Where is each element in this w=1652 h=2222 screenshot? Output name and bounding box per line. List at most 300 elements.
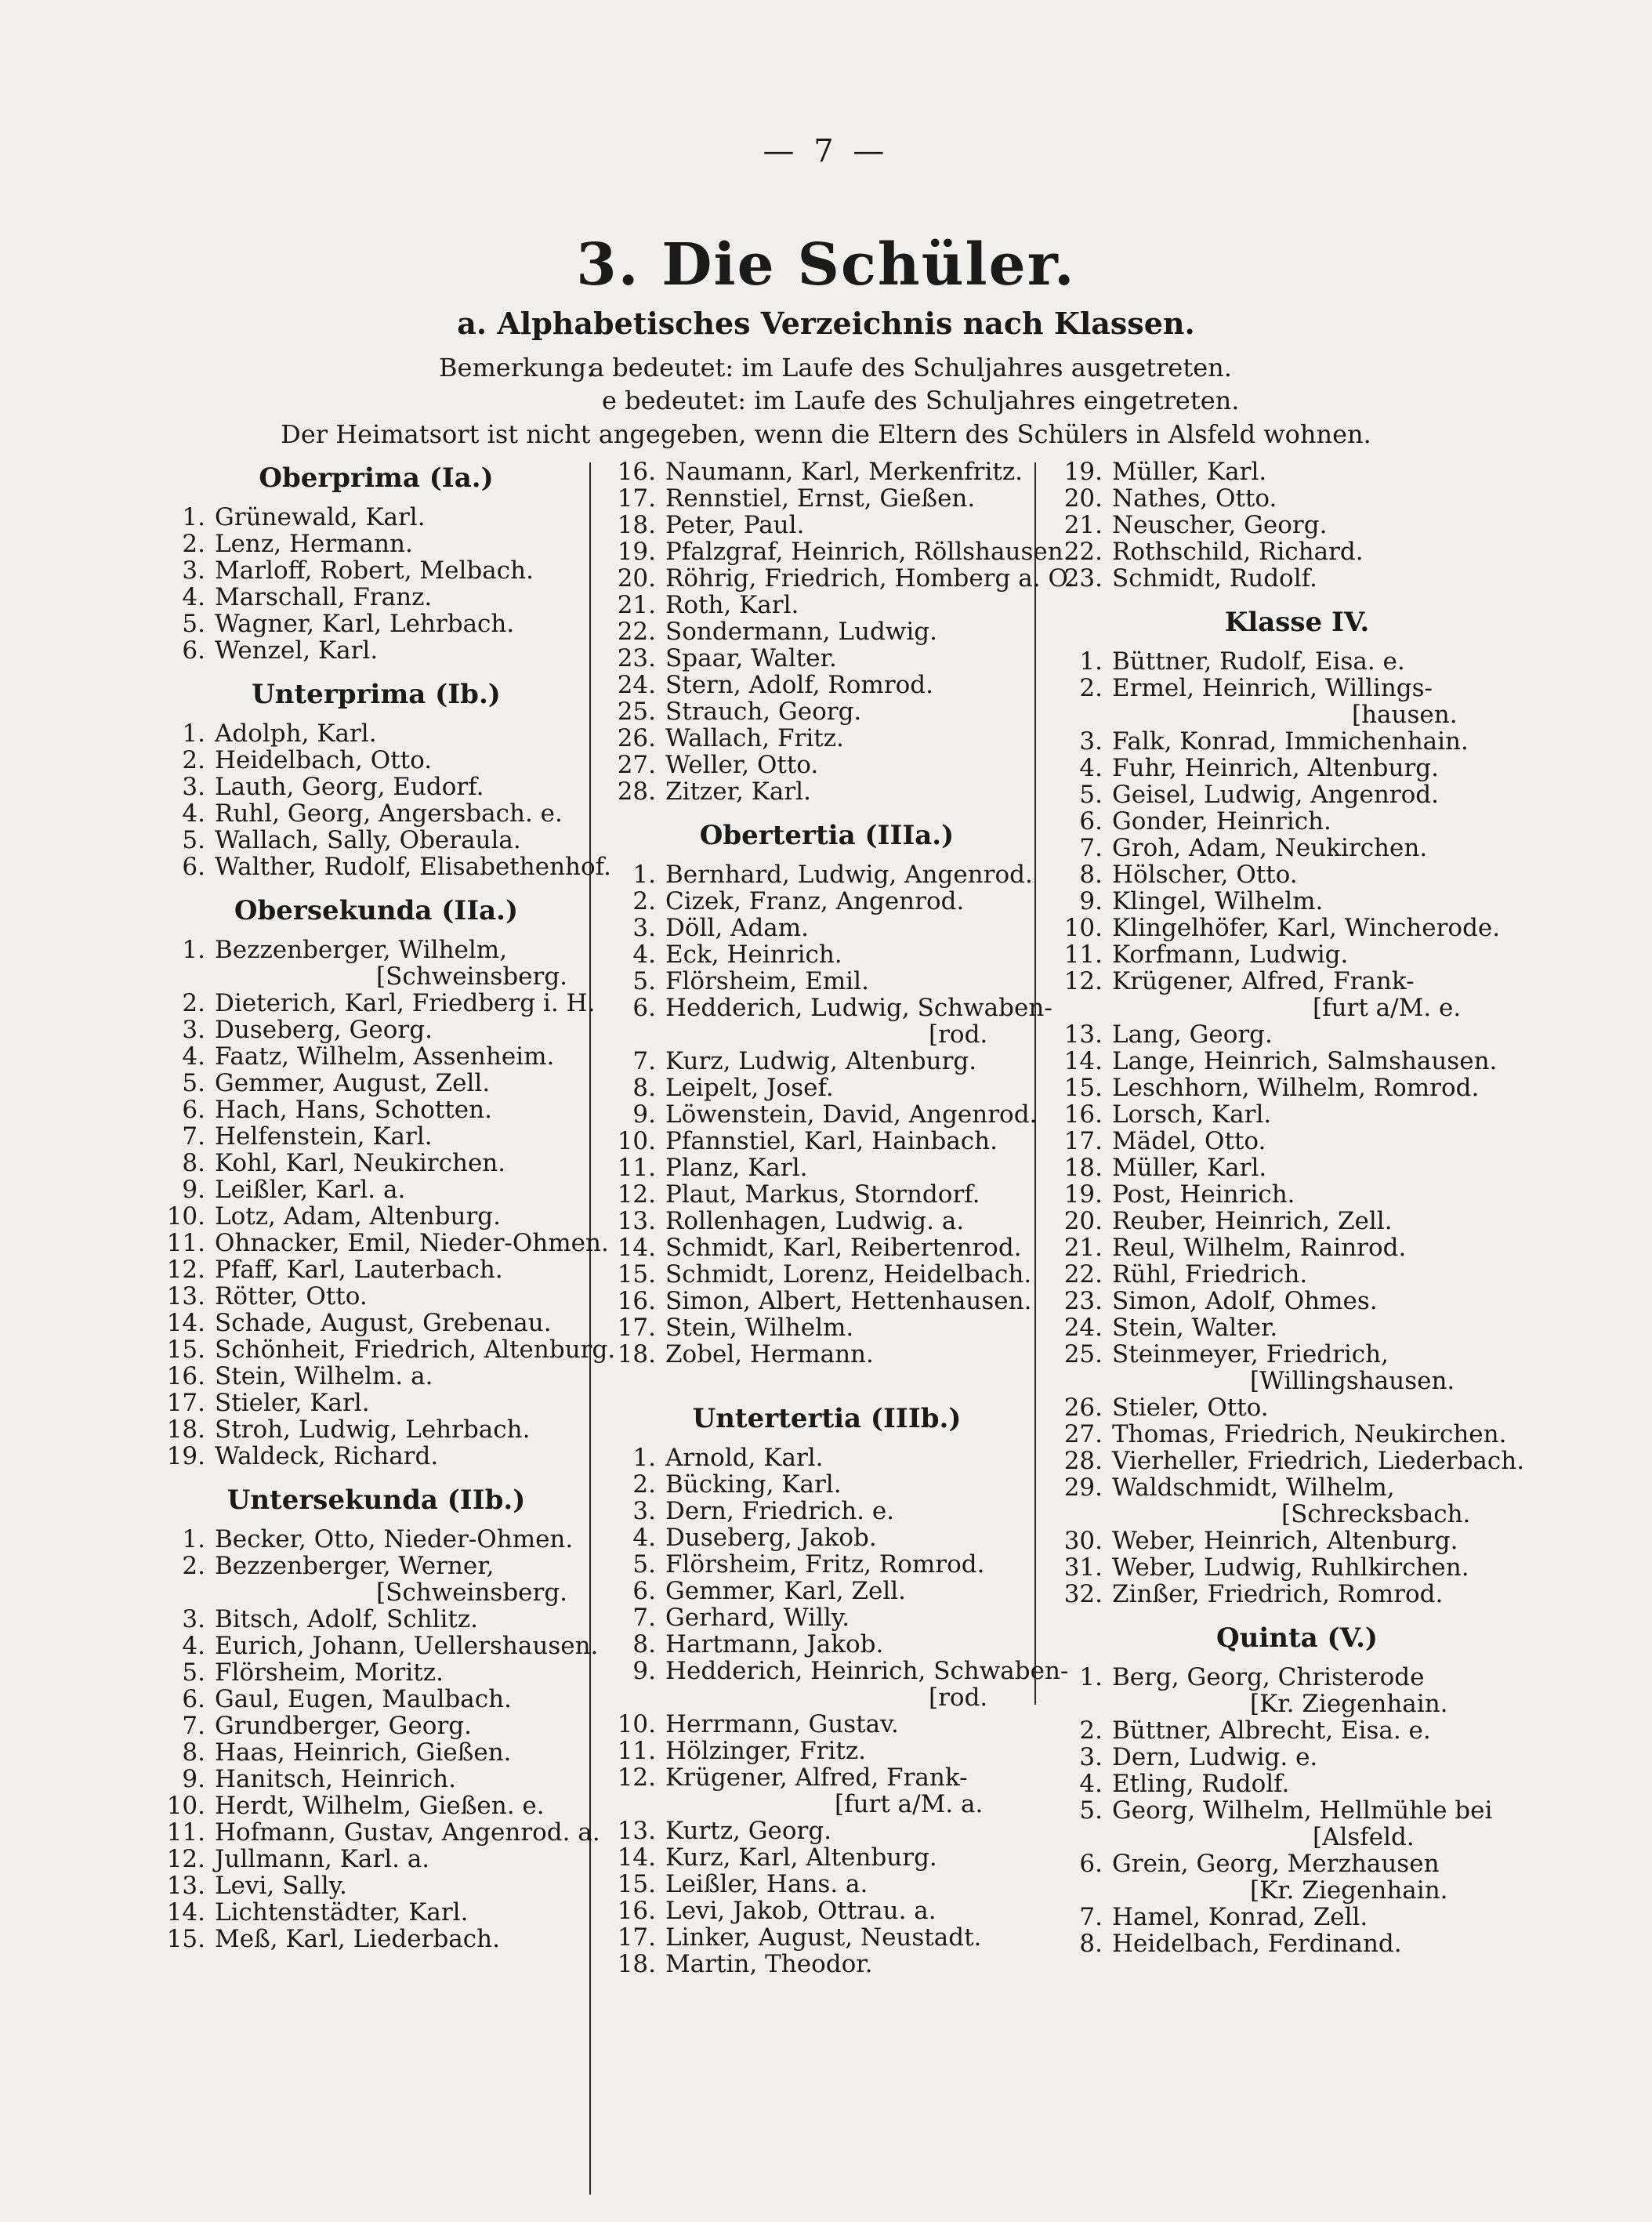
list-item: 12. Krügener, Alfred, Frank- [617,1763,968,1792]
entry-number: 28. [617,778,656,806]
list-item: 1. Berg, Georg, Christerode [1079,1663,1425,1691]
entry-text: Planz, Karl. [665,1154,808,1182]
entry-number: 4. [182,583,205,611]
list-item [165,1713,588,1739]
entry-number: 17. [1063,1127,1103,1155]
entry-text: Grein, Georg, Merzhausen [1112,1850,1440,1878]
entry-text: Lorsch, Karl. [1112,1100,1272,1129]
entry-number: 15. [166,1336,205,1364]
list-item [615,1341,1038,1368]
entry-number: 7. [1079,1903,1103,1931]
entry-text: Jullmann, Karl. a. [215,1845,430,1873]
entry-number: 20. [1063,1207,1103,1235]
entry-number: 20. [617,564,656,593]
entry-number: 1. [632,861,656,889]
list-item [615,1524,1038,1551]
list-item [1062,1930,1532,1957]
entry-text: Kurz, Karl, Altenburg. [665,1843,937,1872]
entry-text: Gonder, Heinrich. [1112,807,1331,836]
section-heading: Untersekunda (IIb.) [226,1484,526,1516]
list-item-continuation: [Schweinsberg. [376,1579,568,1607]
entry-number: 3. [1079,1743,1103,1771]
entry-number: 14. [166,1898,205,1927]
entry-text: Döll, Adam. [665,914,810,942]
entry-number: 30. [1063,1527,1103,1555]
entry-number: 17. [617,484,656,513]
entry-number: 19. [1063,458,1103,486]
list-item [165,747,588,774]
list-item [615,1498,1038,1524]
entry-number: 13. [166,1872,205,1900]
entry-text: Hartmann, Jakob. [665,1630,884,1658]
list-item: 6. Hedderich, Ludwig, Schwaben- [632,994,1052,1022]
list-item [165,989,596,1017]
section-heading: Obersekunda (IIa.) [234,895,519,926]
entry-text: Grundberger, Georg. [215,1712,472,1740]
entry-text: Reul, Wilhelm, Rainrod. [1112,1234,1407,1262]
entry-number: 6. [632,1577,656,1605]
entry-text: Steinmeyer, Friedrich, [1112,1340,1389,1368]
entry-text: Walther, Rudolf, Elisabethenhof. [215,853,611,881]
entry-text: Geisel, Ludwig, Angenrod. [1112,781,1439,809]
page-number: — 7 — [763,133,889,169]
entry-number: 5. [182,1069,205,1097]
entry-text: Lange, Heinrich, Salmshausen. [1112,1047,1498,1075]
entry-number: 5. [1079,781,1103,809]
entry-text: Meß, Karl, Liederbach. [215,1925,500,1953]
entry-text: Spaar, Walter. [665,644,837,672]
entry-text: Gerhard, Willy. [665,1604,850,1632]
list-item [615,512,1038,538]
entry-text: Rollenhagen, Ludwig. a. [665,1207,965,1235]
entry-text: Klingel, Wilhelm. [1112,887,1324,915]
entry-number: 13. [617,1817,656,1845]
entry-text: Bezzenberger, Wilhelm, [215,936,508,964]
entry-text: Etling, Rudolf. [1112,1770,1290,1798]
entry-text: Nathes, Otto. [1112,484,1277,513]
list-item [1062,1154,1532,1181]
list-item [165,584,588,611]
entry-number: 9. [182,1176,205,1204]
list-item [615,645,1038,672]
entry-number: 3. [182,773,205,801]
entry-number: 2. [632,887,656,915]
entry-number: 10. [617,1710,656,1738]
list-item [615,725,1038,752]
entry-number: 5. [182,1658,205,1687]
list-item [615,1075,1038,1101]
entry-text: Lang, Georg. [1112,1020,1273,1049]
entry-text: Bücking, Karl. [665,1470,842,1499]
entry-text: Lichtenstädter, Karl. [215,1898,469,1927]
list-item [615,1631,1038,1658]
entry-number: 14. [1063,1047,1103,1075]
list-item [615,778,1038,805]
remark-text-2: e bedeutet: im Laufe des Schuljahres eingetreten. [602,386,1240,415]
list-item [165,1123,588,1150]
section-heading: Klasse IV. [1224,607,1370,638]
entry-text: Simon, Adolf, Ohmes. [1112,1287,1378,1315]
entry-number: 11. [166,1229,205,1257]
entry-number: 7. [632,1047,656,1075]
entry-text: Grünewald, Karl. [215,503,426,531]
entry-text: Pfaff, Karl, Lauterbach. [215,1256,503,1284]
column-2 [615,458,1074,1978]
list-item [615,1208,1038,1234]
entry-text: Hölscher, Otto. [1112,861,1298,889]
entry-number: 3. [1079,727,1103,756]
entry-text: Bitsch, Adolf, Schlitz. [215,1605,479,1633]
entry-text: Plaut, Markus, Storndorf. [665,1180,980,1209]
list-item [615,1048,1038,1075]
list-item [615,672,1038,698]
entry-text: Wallach, Fritz. [665,724,844,752]
list-item [1062,1581,1532,1608]
entry-number: 3. [182,1016,205,1044]
entry-text: Reuber, Heinrich, Zell. [1112,1207,1393,1235]
entry-number: 27. [617,751,656,779]
entry-number: 13. [617,1207,656,1235]
entry-text: Ohnacker, Emil, Nieder-Ohmen. [215,1229,609,1257]
entry-text: Hedderich, Heinrich, Schwaben- [665,1657,1069,1685]
entry-number: 4. [1079,754,1103,782]
entry-number: 3. [182,556,205,585]
list-item [615,752,1038,778]
list-item [615,941,1038,968]
entry-text: Hofmann, Gustav, Angenrod. a. [215,1818,600,1847]
entry-number: 2. [182,989,205,1017]
entry-number: 23. [1063,564,1103,593]
entry-number: 27. [1063,1420,1103,1448]
entry-number: 4. [182,1042,205,1071]
list-item [165,1632,599,1660]
entry-number: 8. [632,1630,656,1658]
list-item: 2. Bezzenberger, Werner, [182,1552,495,1580]
list-item [165,1872,588,1899]
entry-text: Kurtz, Georg. [665,1817,832,1845]
entry-number: 7. [632,1604,656,1632]
entry-number: 7. [182,1122,205,1151]
entry-text: Schmidt, Rudolf. [1112,564,1317,593]
list-item [165,1416,588,1443]
entry-text: Schmidt, Lorenz, Heidelbach. [665,1260,1032,1289]
list-item [615,698,1038,725]
entry-text: Heidelbach, Otto. [215,746,433,774]
list-item [615,1871,1038,1898]
entry-text: Heidelbach, Ferdinand. [1112,1930,1402,1958]
entry-number: 3. [632,1497,656,1525]
list-item [615,564,1074,593]
entry-text: Martin, Theodor. [665,1950,873,1978]
list-item [165,1043,588,1070]
entry-text: Marloff, Robert, Melbach. [215,556,534,585]
list-item [1062,1288,1532,1314]
list-item [615,592,1038,618]
list-item-continuation: [Schweinsberg. [376,962,568,991]
entry-number: 2. [182,530,205,558]
entry-number: 2. [1079,1716,1103,1745]
entry-text: Falk, Konrad, Immichenhain. [1112,727,1469,756]
entry-number: 7. [182,1712,205,1740]
entry-text: Wenzel, Karl. [215,636,379,665]
entry-number: 19. [1063,1180,1103,1209]
list-item [165,720,588,747]
entry-text: Hamel, Konrad, Zell. [1112,1903,1368,1931]
list-item [1062,808,1532,835]
entry-text: Linker, August, Neustadt. [665,1923,982,1952]
section-heading: Obertertia (IIIa.) [699,820,955,851]
entry-text: Müller, Karl. [1112,458,1267,486]
list-item [165,1659,588,1686]
list-item [165,774,588,800]
list-item [165,1070,588,1097]
list-item [1062,459,1532,485]
list-item [165,1606,588,1633]
entry-number: 26. [1063,1394,1103,1422]
list-item [165,1150,588,1176]
entry-number: 2. [182,746,205,774]
section-heading: Oberprima (Ia.) [259,462,494,494]
entry-number: 5. [182,826,205,854]
entry-number: 15. [166,1925,205,1953]
list-item-continuation: [Schrecksbach. [1281,1500,1471,1528]
entry-number: 15. [617,1870,656,1898]
entry-number: 23. [1063,1287,1103,1315]
list-item [615,1711,1038,1738]
entry-number: 10. [166,1202,205,1231]
entry-text: Herdt, Wilhelm, Gießen. e. [215,1792,545,1820]
list-item [1062,648,1532,675]
entry-text: Faatz, Wilhelm, Assenheim. [215,1042,555,1071]
entry-number: 8. [182,1738,205,1767]
entry-text: Stein, Walter. [1112,1314,1278,1342]
section-heading: Untertertia (IIIb.) [692,1403,962,1434]
list-item [165,1310,588,1336]
entry-number: 6. [182,1685,205,1713]
entry-text: Naumann, Karl, Merkenfritz. [665,458,1023,486]
entry-number: 4. [182,1632,205,1660]
entry-text: Wagner, Karl, Lehrbach. [215,610,515,638]
entry-number: 31. [1063,1553,1103,1582]
list-item [615,1288,1038,1314]
list-item [1062,755,1532,781]
entry-number: 1. [182,720,205,748]
list-item [1062,1181,1532,1208]
entry-text: Waldschmidt, Wilhelm, [1112,1473,1395,1502]
entry-text: Gaul, Eugen, Maulbach. [215,1685,512,1713]
entry-text: Röhrig, Friedrich, Homberg a. O. [665,564,1074,593]
entry-number: 11. [166,1818,205,1847]
entry-text: Leschhorn, Wilhelm, Romrod. [1112,1074,1480,1102]
list-item: 25. Steinmeyer, Friedrich, [1063,1340,1389,1368]
entry-number: 4. [632,941,656,969]
entry-text: Becker, Otto, Nieder-Ohmen. [215,1525,574,1553]
list-item [615,1314,1038,1341]
entry-text: Gemmer, August, Zell. [215,1069,491,1097]
list-item [1062,728,1532,755]
list-item [165,1336,616,1364]
list-item [615,968,1038,995]
entry-number: 3. [632,914,656,942]
entry-number: 24. [617,671,656,699]
entry-text: Roth, Karl. [665,591,799,619]
entry-text: Flörsheim, Emil. [665,967,869,995]
entry-text: Simon, Albert, Hettenhausen. [665,1287,1032,1315]
entry-number: 4. [1079,1770,1103,1798]
entry-text: Ruhl, Georg, Angersbach. e. [215,799,563,828]
entry-text: Strauch, Georg. [665,698,862,726]
list-item [165,1846,588,1872]
entry-text: Duseberg, Jakob. [665,1524,877,1552]
entry-number: 8. [632,1074,656,1102]
entry-text: Arnold, Karl. [665,1444,824,1472]
list-item [615,1898,1038,1924]
entry-text: Pfalzgraf, Heinrich, Röllshausen. [665,538,1071,566]
entry-text: Levi, Sally. [215,1872,347,1900]
entry-number: 8. [1079,861,1103,889]
entry-text: Rühl, Friedrich. [1112,1260,1308,1289]
list-item [165,611,588,637]
entry-text: Post, Heinrich. [1112,1180,1295,1209]
entry-text: Dern, Friedrich. e. [665,1497,895,1525]
entry-number: 19. [617,538,656,566]
entry-text: Rennstiel, Ernst, Gießen. [665,484,976,513]
list-item [1062,1554,1532,1581]
list-item [165,1363,588,1390]
list-item [615,485,1038,512]
entry-text: Peter, Paul. [665,511,805,539]
list-item [615,1471,1038,1498]
entry-number: 17. [617,1923,656,1952]
list-item: 6. Grein, Georg, Merzhausen [1079,1850,1440,1878]
entry-text: Groh, Adam, Neukirchen. [1112,834,1428,862]
list-item-continuation: [Kr. Ziegenhain. [1250,1876,1448,1905]
entry-text: Leipelt, Josef. [665,1074,834,1102]
entry-number: 5. [632,967,656,995]
remark-line-2 [439,386,1536,415]
list-item [165,1766,588,1792]
list-item [165,531,588,557]
entry-text: Stein, Wilhelm. [665,1314,854,1342]
page-title: 3. Die Schüler. [576,231,1076,299]
list-item-continuation: [rod. [929,1684,988,1712]
entry-number: 4. [632,1524,656,1552]
list-item [615,459,1038,485]
list-item [615,1844,1038,1871]
entry-number: 3. [182,1605,205,1633]
entry-number: 14. [617,1843,656,1872]
list-item [615,1181,1038,1208]
list-item [165,637,588,664]
entry-number: 12. [617,1180,656,1209]
entry-number: 12. [166,1845,205,1873]
list-item [165,1686,588,1713]
entry-text: Müller, Karl. [1112,1154,1267,1182]
entry-number: 14. [617,1234,656,1262]
entry-text: Neuscher, Georg. [1112,511,1328,539]
list-item: 1. Becker, Otto, Nieder-Ohmen. [182,1525,574,1553]
entry-number: 20. [1063,484,1103,513]
entry-text: Ermel, Heinrich, Willings- [1112,674,1433,702]
entry-text: Dieterich, Karl, Friedberg i. H. [215,989,596,1017]
list-item-continuation: [hausen. [1352,701,1458,729]
entry-number: 18. [1063,1154,1103,1182]
entry-text: Zinßer, Friedrich, Romrod. [1112,1580,1444,1608]
list-item [1062,1021,1532,1048]
entry-text: Rothschild, Richard. [1112,538,1364,566]
list-item [165,1792,588,1819]
list-item [1062,781,1532,808]
list-item [615,1924,1038,1951]
list-item: 5. Georg, Wilhelm, Hellmühle bei [1079,1796,1493,1825]
entry-text: Schmidt, Karl, Reibertenrod. [665,1234,1022,1262]
entry-text: Kurz, Ludwig, Altenburg. [665,1047,977,1075]
list-item [615,915,1038,941]
entry-text: Bezzenberger, Werner, [215,1552,495,1580]
list-item [1062,1208,1532,1234]
entry-number: 13. [166,1282,205,1310]
entry-number: 1. [632,1444,656,1472]
list-item-continuation: [Alsfeld. [1313,1823,1415,1851]
entry-text: Krügener, Alfred, Frank- [1112,967,1415,995]
entry-number: 16. [617,1897,656,1925]
list-item [165,1017,588,1043]
list-item [1062,1528,1532,1554]
entry-text: Mädel, Otto. [1112,1127,1266,1155]
entry-text: Hedderich, Ludwig, Schwaben- [665,994,1052,1022]
list-item [615,1604,1038,1631]
entry-text: Helfenstein, Karl. [215,1122,433,1151]
entry-number: 4. [182,799,205,828]
entry-number: 9. [1079,887,1103,915]
column-3 [1062,459,1532,1957]
entry-number: 21. [1063,1234,1103,1262]
list-item [1062,1717,1532,1744]
entry-number: 9. [632,1100,656,1129]
list-item-continuation: [Willingshausen. [1250,1367,1455,1395]
list-item [1062,915,1532,941]
entry-text: Sondermann, Ludwig. [665,618,937,646]
entry-text: Weber, Heinrich, Altenburg. [1112,1527,1458,1555]
entry-number: 8. [182,1149,205,1177]
list-item: 9. Hedderich, Heinrich, Schwaben- [632,1657,1069,1685]
entry-number: 14. [166,1309,205,1337]
entry-number: 6. [182,853,205,881]
list-item [1062,538,1532,565]
entry-text: Waldeck, Richard. [215,1442,439,1470]
list-item [1062,1048,1532,1075]
entry-text: Vierheller, Friedrich, Liederbach. [1112,1447,1525,1475]
entry-number: 16. [617,458,656,486]
list-item [615,1128,1038,1154]
list-item [165,1739,588,1766]
entry-text: Lauth, Georg, Eudorf. [215,773,484,801]
list-item [165,1899,588,1926]
entry-number: 22. [1063,538,1103,566]
entry-number: 1. [1079,647,1103,676]
list-item-continuation: [rod. [929,1020,988,1049]
entry-text: Weller, Otto. [665,751,819,779]
entry-text: Flörsheim, Fritz, Romrod. [665,1550,985,1579]
entry-text: Marschall, Franz. [215,583,433,611]
list-item [615,1578,1038,1604]
list-item [615,618,1038,645]
list-item [615,861,1038,888]
list-item [165,1443,588,1470]
entry-number: 18. [617,511,656,539]
remark-label: Bemerkung: [439,353,595,382]
list-item [615,888,1038,915]
